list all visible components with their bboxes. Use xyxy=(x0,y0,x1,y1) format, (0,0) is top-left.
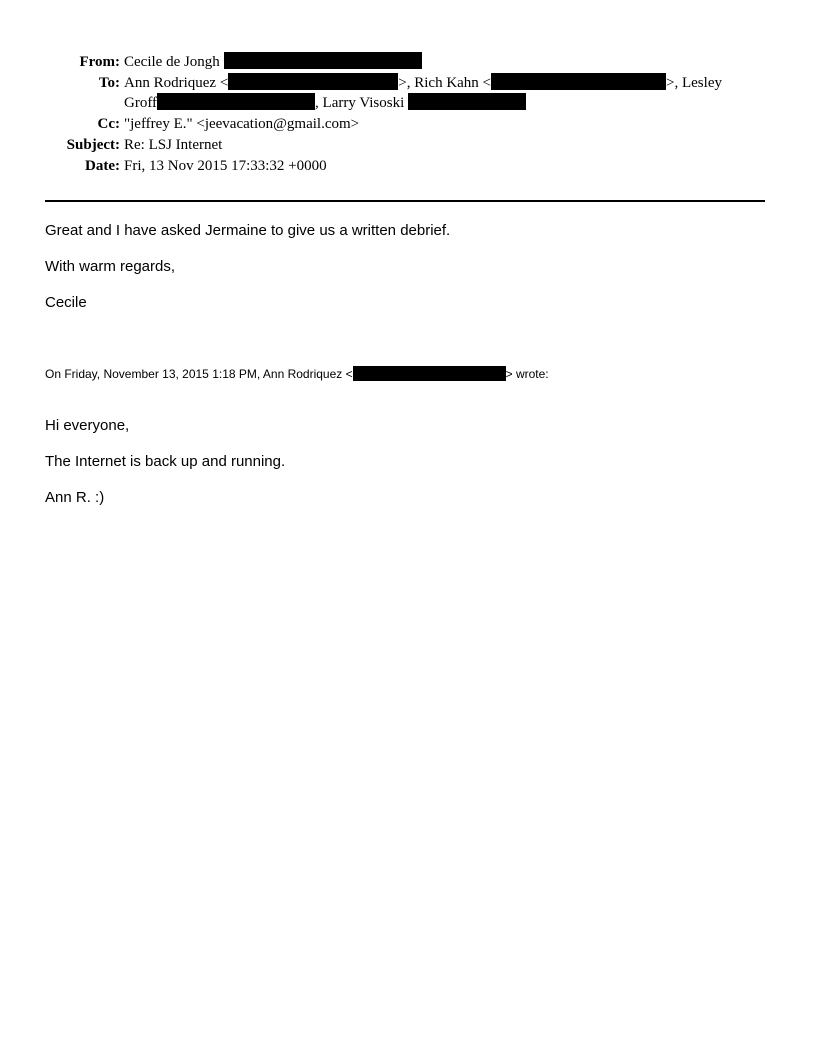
redaction-box xyxy=(353,366,506,381)
to-label: To: xyxy=(98,75,120,91)
from-name: Cecile de Jongh xyxy=(124,54,220,70)
quote-attribution xyxy=(45,366,549,381)
body-line-2: With warm regards, xyxy=(45,258,176,275)
cc-row xyxy=(0,114,816,135)
cc-label: Cc: xyxy=(97,116,120,132)
to-lesley: >, Lesley xyxy=(666,75,722,91)
redaction-box xyxy=(408,93,526,110)
from-label: From: xyxy=(79,54,120,70)
to-value-line1 xyxy=(124,73,744,94)
from-row xyxy=(0,52,816,73)
to-larry: , Larry Visoski xyxy=(315,95,405,111)
subject-value: Re: LSJ Internet xyxy=(124,137,223,153)
to-row xyxy=(0,73,816,114)
to-value-line2 xyxy=(124,93,526,114)
cc-value: "jeffrey E." <jeevacation@gmail.com> xyxy=(124,116,360,132)
header-divider xyxy=(45,200,765,202)
body-line-3: Cecile xyxy=(45,294,87,311)
redaction-box xyxy=(224,52,422,69)
date-row xyxy=(0,156,816,177)
quote-line-2: The Internet is back up and running. xyxy=(45,453,286,470)
subject-row xyxy=(0,135,816,156)
body-line-1: Great and I have asked Jermaine to give us a written debrief. xyxy=(45,222,451,239)
from-value xyxy=(124,52,744,73)
quote-line-1: Hi everyone, xyxy=(45,417,130,434)
subject-label: Subject: xyxy=(66,137,120,153)
to-ann: Ann Rodriquez < xyxy=(124,75,229,91)
quote-intro-start: On Friday, November 13, 2015 1:18 PM, Ann Rodriquez < xyxy=(45,367,353,381)
quote-intro-end: > wrote: xyxy=(505,367,549,381)
date-value: Fri, 13 Nov 2015 17:33:32 +0000 xyxy=(124,158,327,174)
to-rich: >, Rich Kahn < xyxy=(398,75,492,91)
redaction-box xyxy=(491,73,666,90)
redaction-box xyxy=(157,93,315,110)
redaction-box xyxy=(228,73,398,90)
to-groff: Groff xyxy=(124,95,158,111)
date-label: Date: xyxy=(85,158,120,174)
email-header xyxy=(0,52,816,177)
quote-line-3: Ann R. :) xyxy=(45,489,105,506)
